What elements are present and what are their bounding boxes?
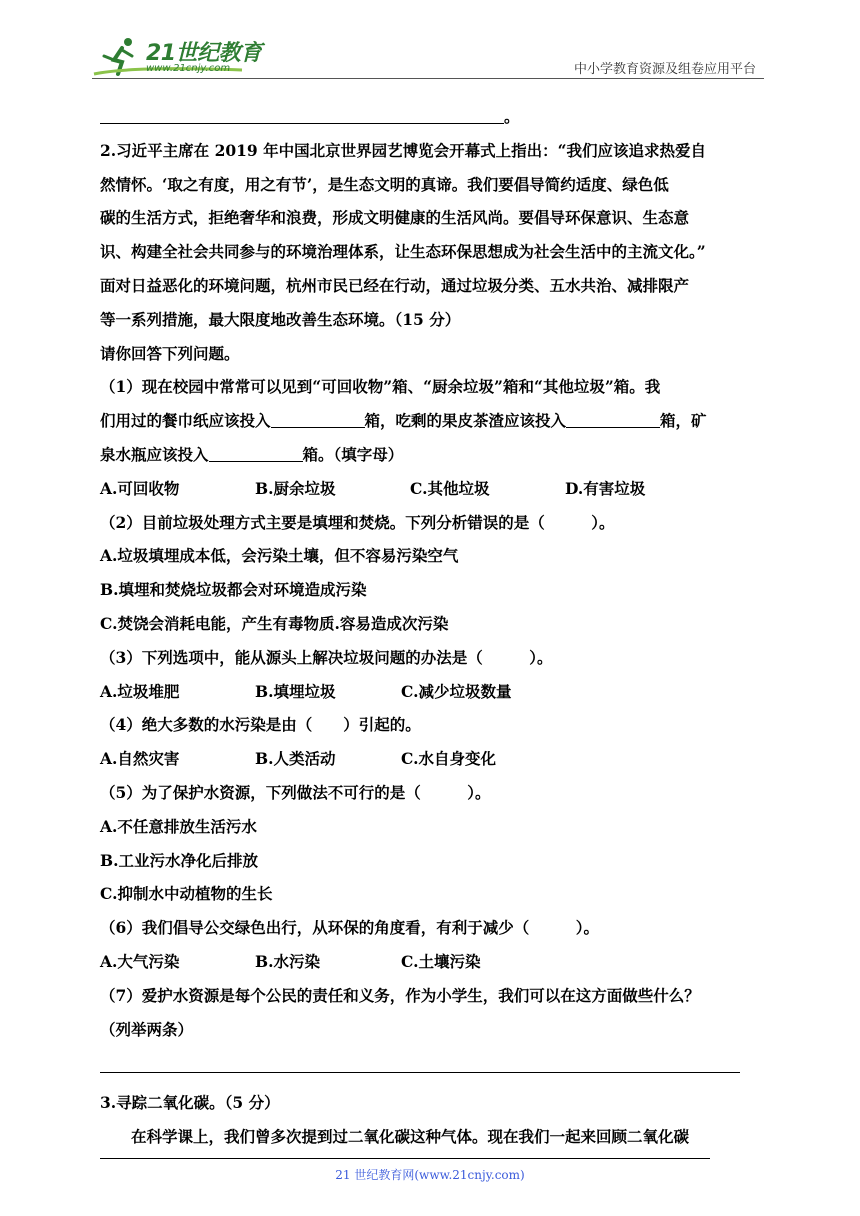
q2-sub6-options (100, 945, 764, 979)
option-b[interactable]: B.厨余垃圾 (255, 478, 336, 498)
option-c[interactable]: C.抑制水中动植物的生长 (100, 884, 273, 904)
option-a[interactable]: A.可回收物 (100, 478, 180, 498)
option-c[interactable]: C.水自身变化 (401, 749, 496, 769)
logo-url: www.21cnjy.com (146, 63, 231, 74)
logo-text: 21世纪教育 (146, 41, 262, 66)
q2-sub4-stem: （4）绝大多数的水污染是由（ ）引起的。 (100, 715, 421, 735)
q2-sub7-stem: （7）爱护水资源是每个公民的责任和义务，作为小学生，我们可以在这方面做些什么？ (100, 985, 700, 1005)
q3-paragraph-line: 在科学课上，我们曾多次提到过二氧化碳这种气体。现在我们一起来回顾二氧化碳 (100, 1127, 690, 1147)
q2-sub7-note: （列举两条） (100, 1019, 194, 1039)
page-header (0, 0, 860, 90)
q3-title: 3.寻踪二氧化碳。（5 分） (100, 1093, 280, 1113)
q2-sub6-stem: （6）我们倡导公交绿色出行，从环保的角度看，有利于减少（ ）。 (100, 918, 600, 938)
q2-sub1-options (100, 472, 764, 506)
sub1-text-d: 泉水瓶应该投入 (100, 444, 209, 464)
option-c[interactable]: C.焚饶会消耗电能，产生有毒物质.容易造成次污染 (100, 613, 449, 633)
q2-sub3-stem: （3）下列选项中，能从源头上解决垃圾问题的办法是（ ）。 (100, 647, 553, 667)
option-d[interactable]: D.有害垃圾 (565, 478, 646, 498)
answer-blank-napkin[interactable] (271, 409, 365, 428)
answer-rule (100, 1072, 740, 1073)
q1-answer-tail (100, 100, 764, 134)
q2-intro-line: 面对日益恶化的环境问题，杭州市民已经在行动，通过垃圾分类、五水共治、减排限产 (100, 275, 690, 295)
q2-intro-line: 等一系列措施，最大限度地改善生态环境。（15 分） (100, 309, 461, 329)
option-a[interactable]: A.自然灾害 (100, 749, 180, 769)
answer-blank[interactable] (100, 105, 504, 124)
q2-intro-line: 识、构建全社会共同参与的环境治理体系，让生态环保思想成为社会生活中的主流文化。” (100, 242, 706, 262)
option-b[interactable]: B.工业污水净化后排放 (100, 850, 258, 870)
footer-divider (100, 1158, 710, 1159)
q2-intro-line: 碳的生活方式，拒绝奢华和浪费，形成文明健康的生活风尚。要倡导环保意识、生态意 (100, 208, 690, 228)
q2-sub1-line2 (100, 404, 764, 438)
option-c[interactable]: C.减少垃圾数量 (401, 681, 512, 701)
sub1-text-b: 箱，吃剩的果皮茶渣应该投入 (364, 411, 567, 431)
platform-name: 中小学教育资源及组卷应用平台 (573, 62, 756, 77)
q2-intro-line: 然情怀。‘取之有度，用之有节’，是生态文明的真谛。我们要倡导简约适度、绿色低 (100, 174, 669, 194)
option-a[interactable]: A.大气污染 (100, 951, 180, 971)
answer-blank-bottle[interactable] (209, 443, 303, 462)
option-a[interactable]: A.垃圾堆肥 (100, 681, 180, 701)
option-a[interactable]: A.垃圾填埋成本低，会污染土壤，但不容易污染空气 (100, 546, 459, 566)
option-b[interactable]: B.人类活动 (255, 749, 336, 769)
q2-sub3-options (100, 675, 764, 709)
sub1-text-a: 们用过的餐巾纸应该投入 (100, 411, 271, 431)
q2-sub1-stem: （1）现在校园中常常可以见到“可回收物”箱、“厨余垃圾”箱和“其他垃圾”箱。我 (100, 377, 661, 397)
q2-instruction: 请你回答下列问题。 (100, 343, 240, 363)
option-b[interactable]: B.填埋和焚烧垃圾都会对环境造成污染 (100, 580, 367, 600)
q2-sub2-stem: （2）目前垃圾处理方式主要是填埋和焚烧。下列分析错误的是（ ）。 (100, 512, 615, 532)
document-body (100, 100, 764, 1154)
q2-sub1-line3 (100, 438, 764, 472)
option-c[interactable]: C.其他垃圾 (410, 478, 490, 498)
option-b[interactable]: B.水污染 (255, 951, 320, 971)
answer-blank-peel[interactable] (566, 409, 660, 428)
sub1-text-c: 箱，矿 (660, 411, 707, 431)
q2-intro-line: 2.习近平主席在 2019 年中国北京世界园艺博览会开幕式上指出：“我们应该追求热爱自 (100, 140, 707, 160)
sub1-text-e: 箱。（填字母） (302, 444, 404, 464)
q2-sub4-options (100, 742, 764, 776)
q2-sub5-stem: （5）为了保护水资源，下列做法不可行的是（ ）。 (100, 782, 491, 802)
page-footer[interactable]: 21 世纪教育网(www.21cnjy.com) (335, 1168, 525, 1182)
sub7-answer-line[interactable] (100, 1046, 764, 1086)
option-b[interactable]: B.填埋垃圾 (255, 681, 336, 701)
header-divider (92, 78, 764, 79)
q1-tail-text: 。 (504, 107, 520, 126)
option-a[interactable]: A.不任意排放生活污水 (100, 816, 257, 836)
option-c[interactable]: C.土壤污染 (401, 951, 481, 971)
